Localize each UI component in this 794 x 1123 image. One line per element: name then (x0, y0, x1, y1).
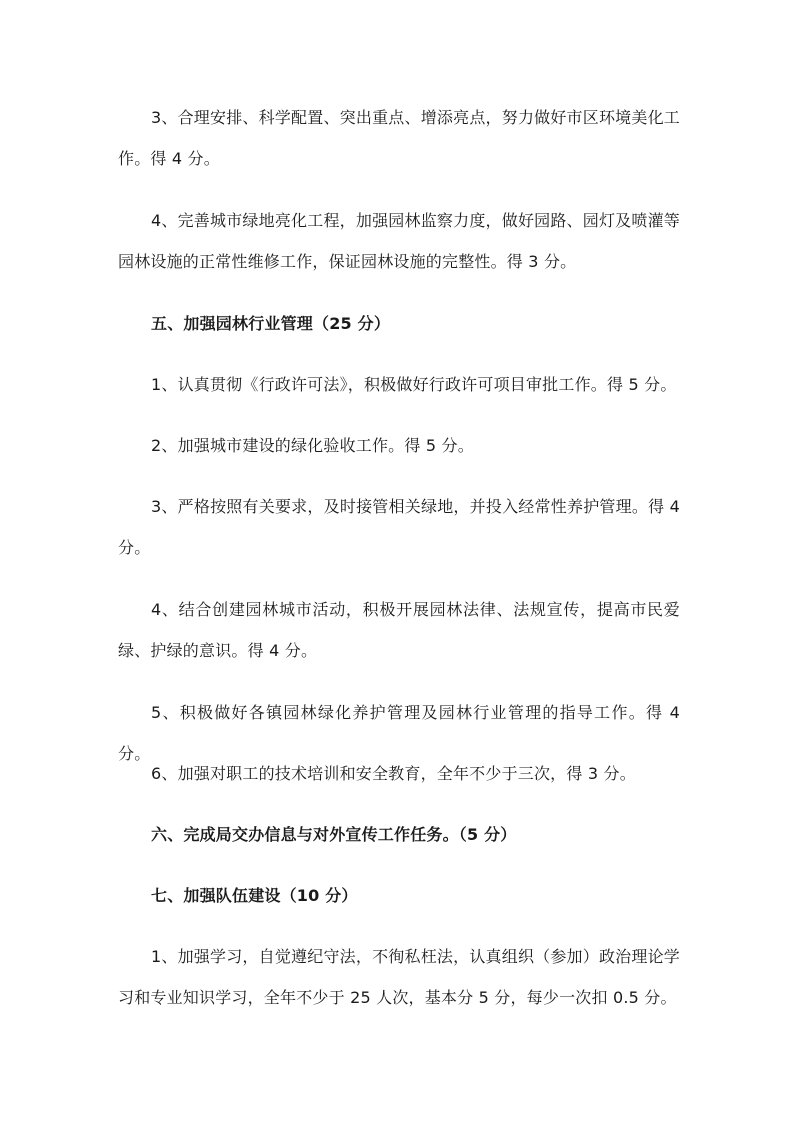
paragraph-item-5-guidance: 5、积极做好各镇园林绿化养护管理及园林行业管理的指导工作。得 4 分。 (118, 703, 680, 763)
section-heading-5: 五、加强园林行业管理（25 分） (151, 314, 391, 333)
section-heading-6: 六、完成局交办信息与对外宣传工作任务。（5 分） (151, 825, 517, 844)
paragraph-item-1-license: 1、认真贯彻《行政许可法》，积极做好行政许可项目审批工作。得 5 分。 (151, 375, 677, 394)
section-heading-7: 七、加强队伍建设（10 分） (151, 886, 358, 905)
paragraph-item-1-study: 1、加强学习，自觉遵纪守法，不徇私枉法，认真组织（参加）政治理论学习和专业知识学习，全年不少于 25 人次，基本分 5 分，每少一次扣 0.5 分。 (118, 947, 680, 1007)
paragraph-item-3-takeover: 3、严格按照有关要求，及时接管相关绿地，并投入经常性养护管理。得 4 分。 (118, 497, 680, 557)
paragraph-item-4-lighting: 4、完善城市绿地亮化工程，加强园林监察力度，做好园路、园灯及喷灌等园林设施的正常性维修工作，保证园林设施的完整性。得 3 分。 (118, 211, 680, 271)
paragraph-item-4-publicity: 4、结合创建园林城市活动，积极开展园林法律、法规宣传，提高市民爱绿、护绿的意识。得 4 分。 (118, 600, 680, 660)
paragraph-item-3-beautify: 3、合理安排、科学配置、突出重点、增添亮点，努力做好市区环境美化工作。得 4 分。 (118, 108, 680, 168)
paragraph-item-2-acceptance: 2、加强城市建设的绿化验收工作。得 5 分。 (151, 436, 474, 455)
paragraph-item-6-training: 6、加强对职工的技术培训和安全教育，全年不少于三次，得 3 分。 (151, 764, 636, 783)
